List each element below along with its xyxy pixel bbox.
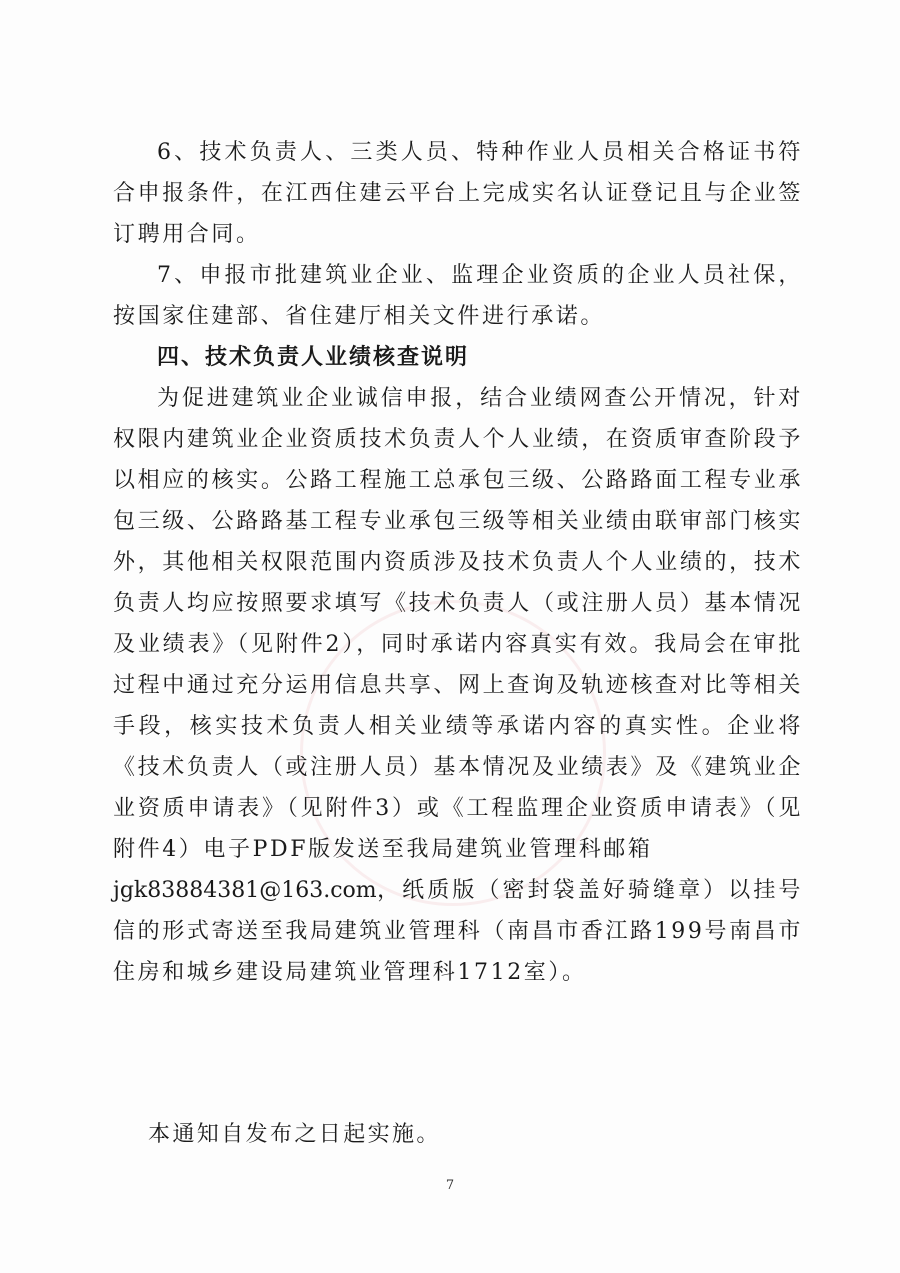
paragraph-section-4-body <box>113 378 803 993</box>
section-4-text-part1: 为促进建筑业企业诚信申报，结合业绩网查公开情况，针对权限内建筑业企业资质技术负责人个人业绩，在资质审查阶段予以相应的核实。公路工程施工总承包三级、公路路面工程专业承包三级、公路路基工程专业承包三级等相关业绩由联审部门核实外，其他相关权限范围内资质涉及技术负责人个人业绩的，技术负责人均应按照要求填写《技术负责人（或注册人员）基本情况及业绩表》（见附件2），同时承诺内容真实有效。我局会在审批过程中通过充分运用信息共享、网上查询及轨迹核查对比等相关手段，核实技术负责人相关业绩等承诺内容的真实性。企业将《技术负责人（或注册人员）基本情况及业绩表》及《建筑业企业资质申请表》（见附件3）或《工程监理企业资质申请表》（见附件4）电子PDF版发送至我局建筑业管理科邮箱 <box>113 386 803 862</box>
closing-statement: 本通知自发布之日起实施。 <box>148 1122 441 1147</box>
section-4-text-part2: ，纸质版（密封袋盖好骑缝章）以挂号信的形式寄送至我局建筑业管理科（南昌市香江路199号南昌市住房和城乡建设局建筑业管理科1712室）。 <box>113 878 803 985</box>
email-address: jgk83884381@163.com <box>113 878 377 903</box>
document-body <box>113 132 803 993</box>
paragraph-item-6: 6、技术负责人、三类人员、特种作业人员相关合格证书符合申报条件，在江西住建云平台上完成实名认证登记且与企业签订聘用合同。 <box>113 140 803 247</box>
paragraph-item-7: 7、申报市批建筑业企业、监理企业资质的企业人员社保，按国家住建部、省住建厅相关文件进行承诺。 <box>113 263 803 329</box>
section-heading: 四、技术负责人业绩核查说明 <box>157 345 470 370</box>
page-number: 7 <box>445 1178 455 1193</box>
